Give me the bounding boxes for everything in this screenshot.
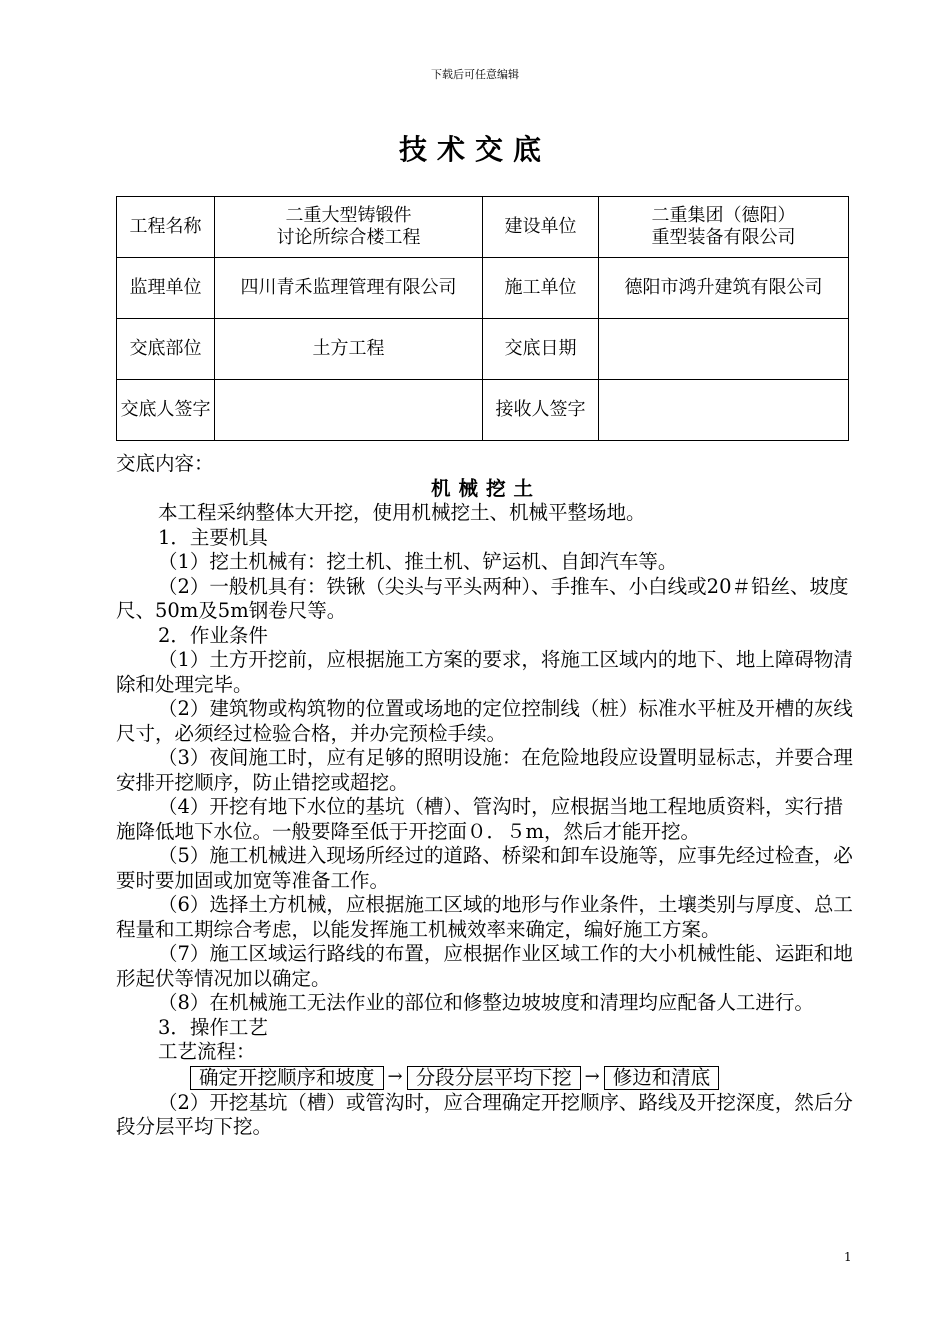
arrow-right-icon: → [584, 1066, 600, 1088]
paragraph: （7）施工区域运行路线的布置，应根据作业区域工作的大小机械性能、运距和地形起伏等情况加以确定。 [116, 942, 853, 990]
project-name-value: 二重大型铸锻件 讨论所综合楼工程 [215, 197, 483, 258]
contractor-label: 施工单位 [483, 258, 599, 319]
section-2-title: 2．作业条件 [158, 623, 268, 647]
paragraph: （2）建筑物或构筑物的位置或场地的定位控制线（桩）标准水平桩及开槽的灰线尺寸，必须经过检验合格，并办完预检手续。 [116, 697, 853, 745]
process-flow [190, 1065, 856, 1091]
owner-label: 建设单位 [483, 197, 599, 258]
paragraph: （6）选择土方机械，应根据施工区域的地形与作业条件，土壤类别与厚度、总工程量和工期综合考虑，以能发挥施工机械效率来确定，编好施工方案。 [116, 893, 853, 941]
table-row [117, 319, 849, 380]
content-body [116, 452, 856, 1140]
flow-step-1: 确定开挖顺序和坡度 [190, 1066, 384, 1090]
intro-paragraph: 本工程采纳整体大开挖，使用机械挖土、机械平整场地。 [158, 501, 646, 524]
section-3-title: 3．操作工艺 [158, 1015, 268, 1039]
paragraph: （2）一般机具有：铁锹（尖头与平头两种）、手推车、小白线或20＃铅丝、坡度尺、50m及5m钢卷尺等。 [116, 574, 849, 622]
content-label: 交底内容： [116, 452, 214, 475]
paragraph: （5）施工机械进入现场所经过的道路、桥梁和卸车设施等，应事先经过检查，必要时要加固或加宽等准备工作。 [116, 844, 853, 892]
section-title: 机械挖土 [430, 476, 541, 500]
part-label: 交底部位 [117, 319, 215, 380]
supervisor-value: 四川青禾监理管理有限公司 [215, 258, 483, 319]
arrow-right-icon: → [387, 1066, 403, 1088]
page-title: 技术交底 [398, 133, 551, 166]
flow-step-3: 修边和清底 [604, 1066, 720, 1090]
owner-value: 二重集团（德阳） 重型装备有限公司 [599, 197, 849, 258]
paragraph: （4）开挖有地下水位的基坑（槽）、管沟时，应根据当地工程地质资料，实行措施降低地下水位。一般要降至低于开挖面０．５m，然后才能开挖。 [116, 795, 844, 843]
section-1-title: 1．主要机具 [158, 525, 268, 549]
paragraph: （2）开挖基坑（槽）或管沟时，应合理确定开挖顺序、路线及开挖深度，然后分段分层平均下挖。 [116, 1090, 853, 1138]
header-note: 下载后可任意编辑 [431, 68, 519, 81]
receiver-signature-label: 接收人签字 [483, 380, 599, 441]
paragraph: （1）挖土机械有：挖土机、推土机、铲运机、自卸汽车等。 [158, 550, 678, 573]
giver-signature-label: 交底人签字 [117, 380, 215, 441]
date-label: 交底日期 [483, 319, 599, 380]
page-number: 1 [844, 1250, 852, 1264]
giver-signature-value [215, 380, 483, 441]
date-value [599, 319, 849, 380]
flow-label: 工艺流程： [158, 1040, 256, 1063]
table-row [117, 380, 849, 441]
table-row [117, 258, 849, 319]
part-value: 土方工程 [215, 319, 483, 380]
project-name-label: 工程名称 [117, 197, 215, 258]
paragraph: （1）土方开挖前，应根据施工方案的要求，将施工区域内的地下、地上障碍物清除和处理完毕。 [116, 648, 853, 696]
paragraph: （8）在机械施工无法作业的部位和修整边坡坡度和清理均应配备人工进行。 [158, 991, 814, 1014]
paragraph: （3）夜间施工时，应有足够的照明设施：在危险地段应设置明显标志，并要合理安排开挖顺序，防止错挖或超挖。 [116, 746, 853, 794]
table-row [117, 197, 849, 258]
info-table [116, 196, 849, 441]
supervisor-label: 监理单位 [117, 258, 215, 319]
receiver-signature-value [599, 380, 849, 441]
flow-step-2: 分段分层平均下挖 [407, 1066, 581, 1090]
contractor-value: 德阳市鸿升建筑有限公司 [599, 258, 849, 319]
